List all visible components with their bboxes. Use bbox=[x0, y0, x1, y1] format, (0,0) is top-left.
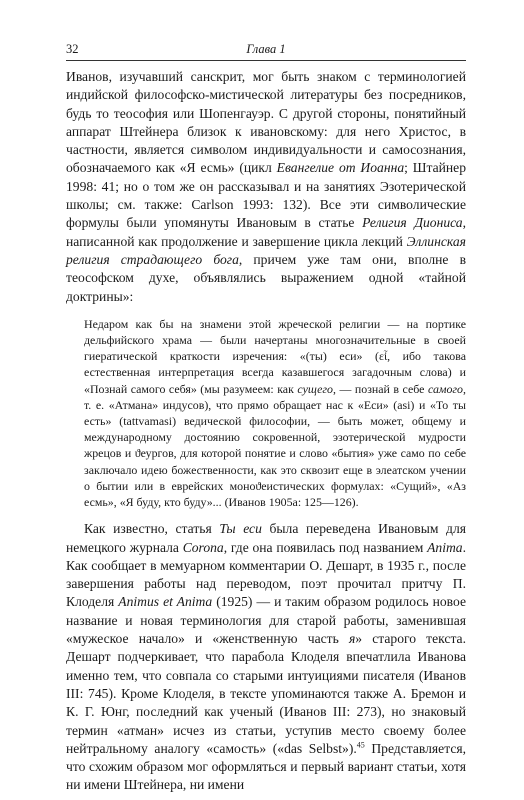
italic-title: Animus et Anima bbox=[118, 594, 213, 610]
italic-title: Corona bbox=[182, 539, 224, 555]
text-run: , написанной как продолжение и завершение цикла лекций bbox=[66, 215, 466, 249]
text-run: (1925) — и таким образом родилось новое название и новая терминология для старой работы, заменившая «мужеское начало» и «женственную часть bbox=[66, 594, 467, 647]
main-text bbox=[66, 68, 466, 795]
italic-title: Ты еси bbox=[219, 521, 262, 537]
italic-word: сущего bbox=[297, 381, 333, 396]
text-run: . Как сообщает в мемуарном комментарии О. Дешарт, в 1935 г., после завершения работы над переводом, поэт прочитал притчу П. Клоделя bbox=[66, 539, 466, 610]
italic-title: Евангелие от Иоанна bbox=[276, 160, 405, 176]
italic-word: самого bbox=[427, 381, 464, 396]
running-header bbox=[66, 42, 466, 60]
page-number: 32 bbox=[66, 42, 79, 56]
text-run: Недаром как бы на знамени этой жреческой религии — на портике дельфийского храма — были начертаны многозначительные в своей гиератической краткости изречения: «(ты) еси» (εἶ, ибо такова естественная интерпретация всегда казавшегося загадочным слова) и «Познай самого себя» (мы разумеем: как bbox=[84, 316, 466, 396]
block-quote bbox=[84, 316, 466, 510]
italic-title: Религия Диониса bbox=[362, 215, 463, 231]
text-run: Представляется, что схожим образом мог оформляться и первый вариант статьи, хотя ни имени Штейнера, ни имени bbox=[66, 740, 466, 793]
footnote-ref[interactable]: 45 bbox=[356, 740, 365, 750]
paragraph-2 bbox=[66, 520, 466, 794]
text-run: , причем уже там они, вполне в теософском духе, объявлялись выражением одной «тайной доктрины»: bbox=[66, 251, 466, 304]
italic-word: я bbox=[348, 631, 356, 647]
text-run: » старого текста. Дешарт подчеркивает, что парабола Клоделя впечатлила Иванова именно тем, что совпала со старыми интуициями писателя (Иванов III: 745). Кроме Клоделя, в тексте упоминаются также А. Бремон и К. Г. Юнг, последний как ученый (Иванов III: 273), но знаковый термин «атман» исчез из статьи, уступив место своему более нейтральному аналогу «самость» («das Selbst»). bbox=[66, 631, 466, 756]
italic-title: Эллинская религия страдающего бога bbox=[66, 233, 466, 267]
italic-title: Anima bbox=[427, 539, 463, 555]
text-run: , т. е. «Атмана» индусов), что прямо обращает нас к «Еси» (asi) и «То ты есть» (tattvamasi) ведической философии, — быть может, общему и международному достоянию сокровенной, эзотерической мудрости жрецов и ϑеургов, для которой понятие и слово «бытия» уже само по себе заключало идею божественности, как это сквозит еще в элеатском учении о бытии или в еврейских моноϑеистических формулах: «Сущий», «Аз есмь», «Я буду, кто буду»... (Иванов 1905а: 125—126). bbox=[84, 381, 466, 510]
text-run: ; Штайнер 1998: 41; но о том же он рассказывал и на занятиях Эзотерической школы; см. также: Carlson 1993: 132). Все эти символические формулы были упомянуты Ивановым в статье bbox=[66, 160, 466, 231]
chapter-title: Глава 1 bbox=[246, 42, 286, 56]
text-run: , где она появилась под названием bbox=[223, 539, 428, 555]
header-rule bbox=[66, 60, 466, 61]
text-run: , — познай в себе bbox=[332, 381, 428, 396]
text-run: была переведена Ивановым для немецкого журнала bbox=[66, 521, 466, 555]
text-run: Как известно, статья bbox=[84, 521, 220, 537]
text-run: Иванов, изучавший санскрит, мог быть знаком с терминологией индийской философско-мистической литературы без посредников, будь то теософия или Шопенгауэр. С другой стороны, понятийный аппарат Штейнера близок к ивановскому: для него Христос, в частности, является символом индивидуальности и самосознания, обозначаемого как «Я есмь» (цикл bbox=[66, 69, 466, 176]
paragraph-1 bbox=[66, 68, 466, 306]
